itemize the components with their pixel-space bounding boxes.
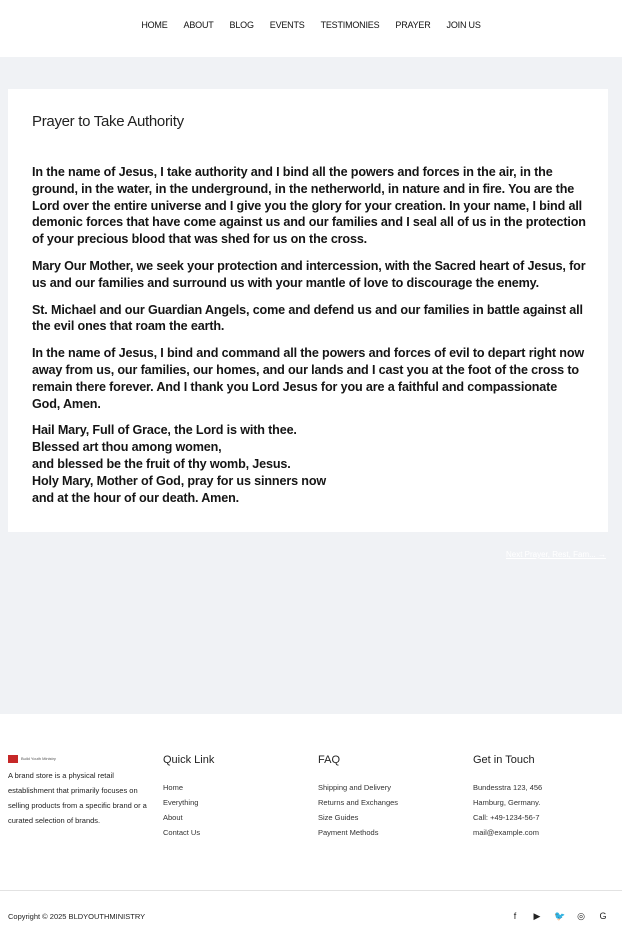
nav-join-us[interactable]: JOIN US: [446, 20, 481, 30]
logo-mark-icon: [8, 755, 18, 763]
instagram-icon[interactable]: ◎: [577, 911, 585, 921]
site-header: [0, 0, 622, 57]
contact-email[interactable]: mail@example.com: [473, 828, 539, 837]
nav-testimonies[interactable]: TESTIMONIES: [320, 20, 380, 30]
brand-description: A brand store is a physical retail establishment that primarily focuses on selling products from a specific brand or a curated selection of brands.: [8, 771, 147, 825]
hail-mary-line: Hail Mary, Full of Grace, the Lord is with thee.: [32, 423, 297, 438]
faq-column: [318, 714, 398, 840]
facebook-icon[interactable]: f: [513, 911, 517, 921]
contact-address-line2: Hamburg, Germany.: [473, 798, 541, 807]
main-nav: [0, 20, 622, 30]
contact-column: [473, 714, 542, 840]
copyright-text: Copyright © 2025 BLDYOUTHMINISTRY: [8, 912, 146, 921]
youtube-icon[interactable]: ▶: [533, 911, 541, 921]
faq-link-payment[interactable]: Payment Methods: [318, 828, 379, 837]
contact-address-line1: Bundesstra 123, 456: [473, 783, 543, 792]
google-icon[interactable]: G: [599, 911, 607, 921]
nav-about[interactable]: ABOUT: [183, 20, 214, 30]
faq-heading: FAQ: [318, 754, 341, 766]
footer-link-home[interactable]: Home: [163, 783, 184, 792]
nav-blog[interactable]: BLOG: [229, 20, 254, 30]
faq-link-returns[interactable]: Returns and Exchanges: [318, 798, 399, 807]
prayer-paragraph: In the name of Jesus, I take authority and I bind all the powers and forces in the air, in the ground, in the water, in the underground, in the netherworld, in nature and in fire. You are the Lord over the entire universe and I give you the glory for your creation. In your name, I bind all demonic forces that have come against us and our families and I seal all of us in the protection of your precious blood that was shed for us on the cross.: [32, 165, 586, 247]
prayer-paragraph: St. Michael and our Guardian Angels, come and defend us and our families in battle against all the evil ones that roam the earth.: [32, 302, 583, 334]
next-post-link[interactable]: Next Prayer, Rest, Fam... →: [505, 550, 606, 559]
prayer-paragraph: In the name of Jesus, I bind and command all the powers and forces of evil to depart right now away from us, our families, our homes, and our lands and I cast you at the foot of the cross to remain there forever. And I thank you Lord Jesus for you are a faithful and compassionate God, Amen.: [32, 346, 585, 411]
nav-prayer[interactable]: PRAYER: [395, 20, 431, 30]
logo-text: Build Youth Ministry: [21, 756, 56, 761]
faq-link-shipping[interactable]: Shipping and Delivery: [318, 783, 391, 792]
hail-mary-stanza: [32, 422, 587, 506]
page-title: Prayer to Take Authority: [32, 113, 184, 130]
footer-link-contact[interactable]: Contact Us: [163, 828, 201, 837]
prayer-paragraph: Mary Our Mother, we seek your protection and intercession, with the Sacred heart of Jesus, for us and our families and surround us with your mantle of love to discourage the enemy.: [32, 258, 586, 290]
hail-mary-line: Holy Mary, Mother of God, pray for us sinners now: [32, 473, 327, 488]
brand-logo[interactable]: [8, 755, 61, 763]
quick-link-column: [163, 714, 214, 840]
nav-home[interactable]: HOME: [141, 20, 168, 30]
article-content: [32, 164, 587, 516]
twitter-icon[interactable]: 🐦: [554, 911, 566, 921]
faq-link-size[interactable]: Size Guides: [318, 813, 359, 822]
hail-mary-line: and blessed be the fruit of thy womb, Jesus.: [32, 456, 291, 471]
footer-link-everything[interactable]: Everything: [163, 798, 199, 807]
footer-bottom-bar: [0, 890, 622, 941]
nav-events[interactable]: EVENTS: [269, 20, 305, 30]
footer-link-about[interactable]: About: [163, 813, 183, 822]
contact-phone[interactable]: Call: +49-1234-56-7: [473, 813, 540, 822]
quick-link-heading: Quick Link: [163, 754, 215, 766]
contact-heading: Get in Touch: [473, 754, 535, 766]
social-links: [498, 911, 608, 922]
article-card: [8, 89, 608, 532]
hail-mary-line: and at the hour of our death. Amen.: [32, 490, 239, 505]
hail-mary-line: Blessed art thou among women,: [32, 440, 222, 455]
